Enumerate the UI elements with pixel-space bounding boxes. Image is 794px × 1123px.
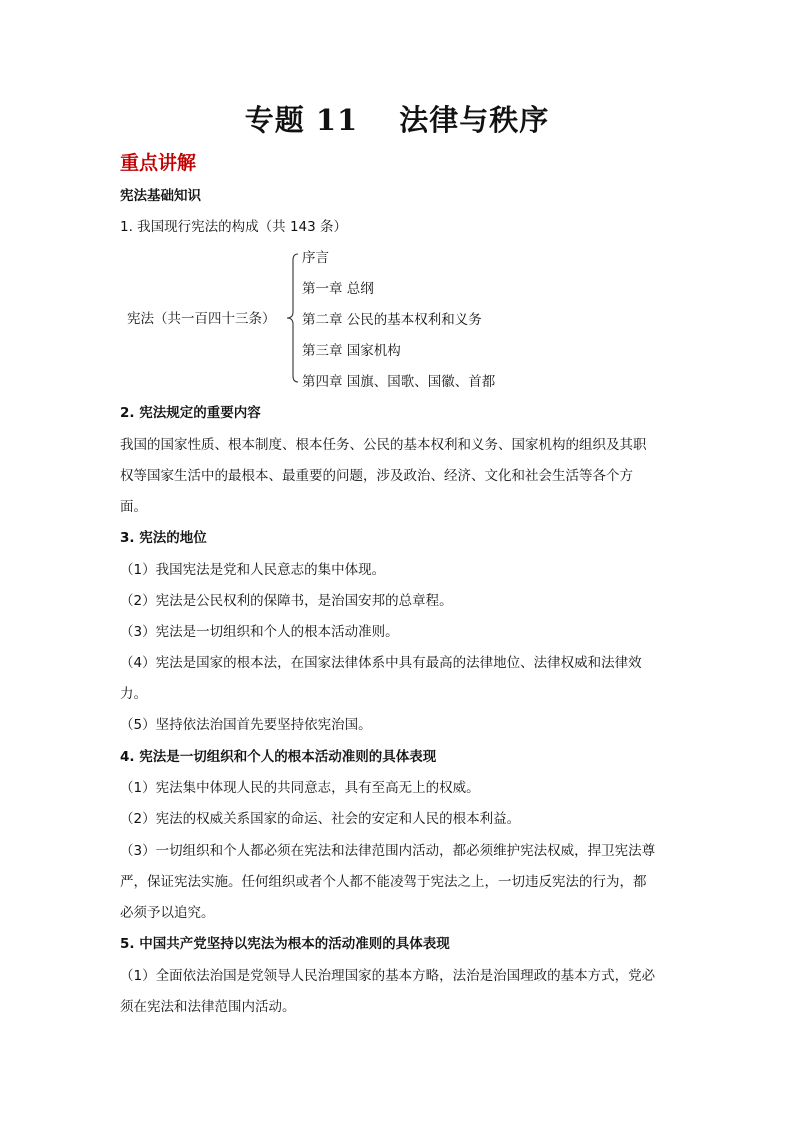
item2-heading: 2. 宪法规定的重要内容 bbox=[120, 405, 261, 421]
diagram-branch: 第四章 国旗、国歌、国徽、首都 bbox=[302, 374, 496, 390]
paragraph-line: （3）宪法是一切组织和个人的根本活动准则。 bbox=[120, 624, 399, 640]
page-title: 专题 11 法律与秩序 bbox=[244, 103, 550, 137]
paragraph-line: （1）全面依法治国是党领导人民治理国家的基本方略，法治是治国理政的基本方式，党必 bbox=[120, 968, 656, 984]
paragraph-line: 力。 bbox=[120, 686, 147, 702]
diagram-branch: 序言 bbox=[302, 250, 329, 266]
paragraph-line: （4）宪法是国家的根本法，在国家法律体系中具有最高的法律地位、法律权威和法律效 bbox=[120, 655, 642, 671]
paragraph-line: （5）坚持依法治国首先要坚持依宪治国。 bbox=[120, 717, 372, 733]
paragraph-line: 我国的国家性质、根本制度、根本任务、公民的基本权利和义务、国家机构的组织及其职 bbox=[120, 437, 647, 453]
subheading: 宪法基础知识 bbox=[120, 188, 201, 204]
paragraph-line: 权等国家生活中的最根本、最重要的问题，涉及政治、经济、文化和社会生活等各个方 bbox=[120, 468, 633, 484]
brace-icon bbox=[282, 250, 302, 386]
paragraph-line: （1）宪法集中体现人民的共同意志，具有至高无上的权威。 bbox=[120, 780, 480, 796]
item1-text: 1. 我国现行宪法的构成（共 143 条） bbox=[120, 219, 348, 235]
diagram-branch: 第三章 国家机构 bbox=[302, 343, 401, 359]
diagram-branch: 第一章 总纲 bbox=[302, 281, 374, 297]
paragraph-line: 面。 bbox=[120, 499, 147, 515]
paragraph-line: （1）我国宪法是党和人民意志的集中体现。 bbox=[120, 562, 386, 578]
diagram-branch: 第二章 公民的基本权利和义务 bbox=[302, 312, 482, 328]
paragraph-line: （3）一切组织和个人都必须在宪法和法律范围内活动，都必须维护宪法权威，捍卫宪法尊 bbox=[120, 843, 656, 859]
item5-heading: 5. 中国共产党坚持以宪法为根本的活动准则的具体表现 bbox=[120, 936, 450, 952]
item3-heading: 3. 宪法的地位 bbox=[120, 530, 207, 546]
paragraph-line: （2）宪法的权威关系国家的命运、社会的安定和人民的根本利益。 bbox=[120, 811, 521, 827]
paragraph-line: 须在宪法和法律范围内活动。 bbox=[120, 999, 296, 1015]
diagram-label: 宪法（共一百四十三条） bbox=[127, 311, 276, 327]
paragraph-line: （2）宪法是公民权利的保障书，是治国安邦的总章程。 bbox=[120, 593, 453, 609]
paragraph-line: 必须予以追究。 bbox=[120, 905, 215, 921]
paragraph-line: 严，保证宪法实施。任何组织或者个人都不能凌驾于宪法之上，一切违反宪法的行为，都 bbox=[120, 874, 647, 890]
item4-heading: 4. 宪法是一切组织和个人的根本活动准则的具体表现 bbox=[120, 749, 437, 765]
section-heading: 重点讲解 bbox=[120, 152, 197, 174]
